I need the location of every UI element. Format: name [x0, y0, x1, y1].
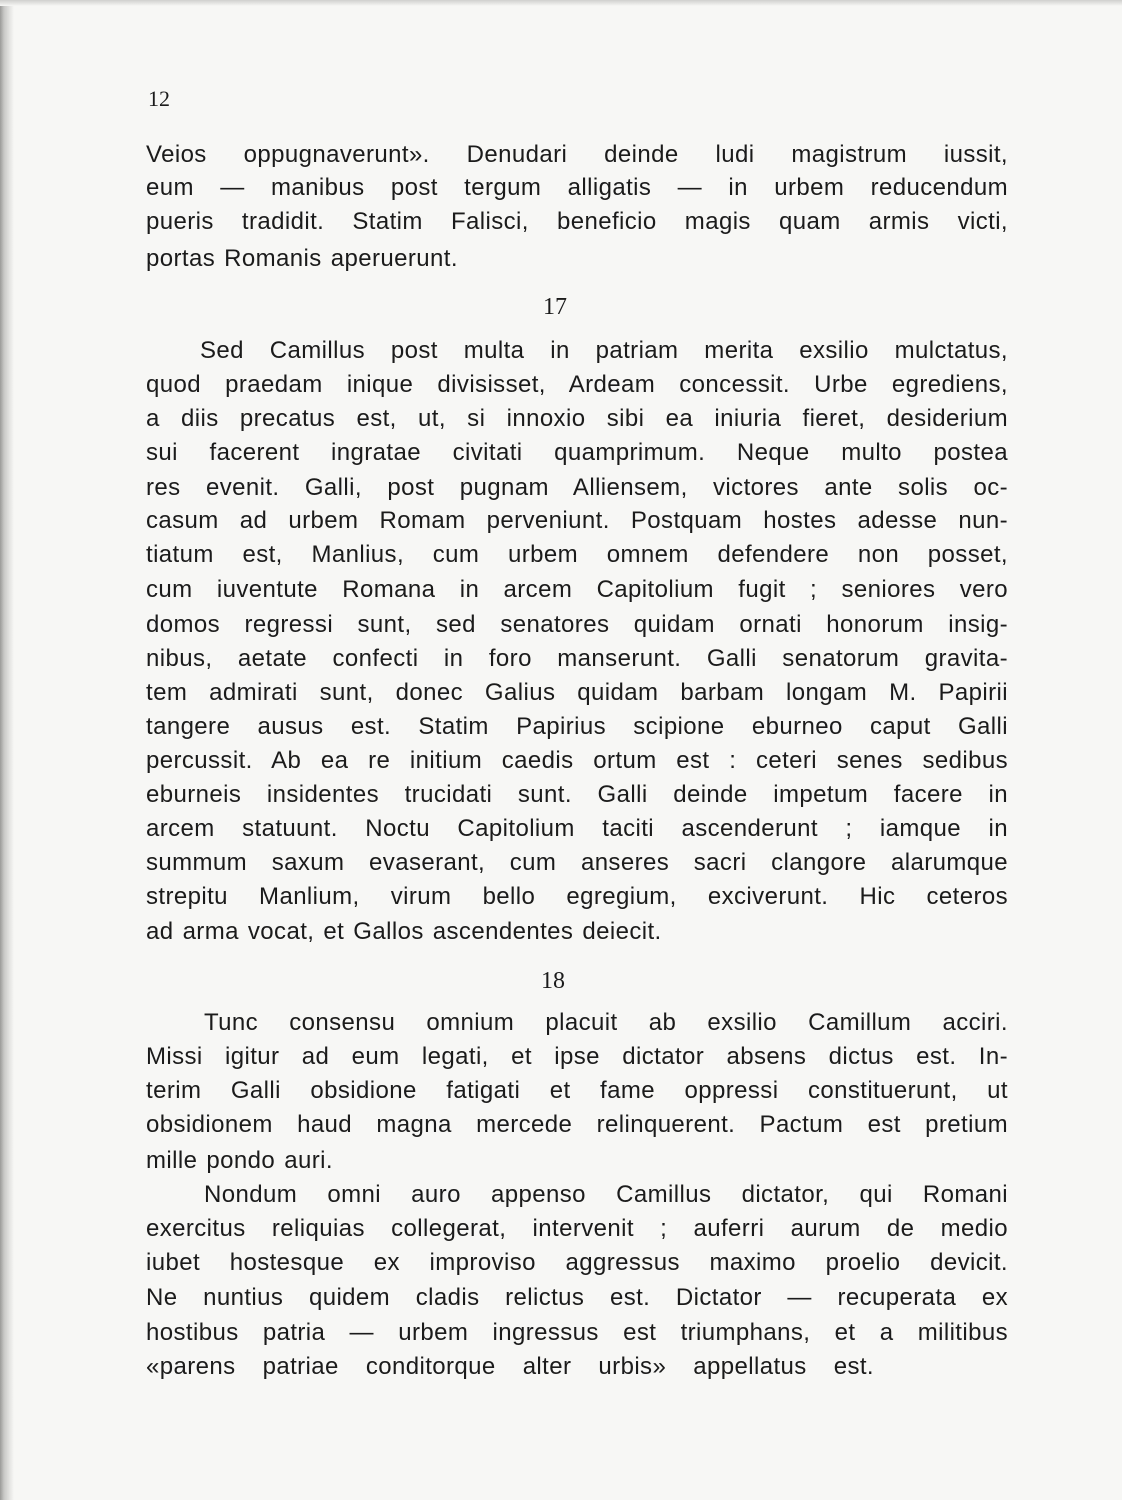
text-line: tangere ausus est. Statim Papirius scipione eburneo caput Galli: [146, 713, 1008, 740]
text-line: cum iuventute Romana in arcem Capitolium fugit ; seniores vero: [146, 576, 1008, 603]
text-line: res evenit. Galli, post pugnam Alliensem, victores ante solis oc-: [146, 474, 1008, 501]
text-line: summum saxum evaserant, cum anseres sacri clangore alarumque: [146, 849, 1008, 876]
text-line: a diis precatus est, ut, si innoxio sibi ea iniuria fieret, desiderium: [146, 405, 1008, 432]
text-line: mille pondo auri.: [146, 1147, 333, 1174]
text-line: Sed Camillus post multa in patriam merita exsilio mulctatus,: [200, 337, 1008, 364]
text-line: terim Galli obsidione fatigati et fame oppressi constituerunt, ut: [146, 1077, 1008, 1104]
text-line: Veios oppugnaverunt». Denudari deinde ludi magistrum iussit,: [146, 141, 1008, 168]
text-line: iubet hostesque ex improviso aggressus maximo proelio devicit.: [146, 1249, 1008, 1276]
section-number-18: 18: [541, 968, 565, 994]
text-line: Tunc consensu omnium placuit ab exsilio Camillum acciri.: [204, 1009, 1008, 1036]
text-line: arcem statuunt. Noctu Capitolium taciti ascenderunt ; iamque in: [146, 815, 1008, 842]
text-line: obsidionem haud magna mercede relinquerent. Pactum est pretium: [146, 1111, 1008, 1138]
text-line: Missi igitur ad eum legati, et ipse dictator absens dictus est. In-: [146, 1043, 1008, 1070]
text-line: «parens patriae conditorque alter urbis» appellatus est.: [146, 1353, 874, 1380]
text-line: strepitu Manlium, virum bello egregium, exciverunt. Hic ceteros: [146, 883, 1008, 910]
text-line: sui facerent ingratae civitati quamprimum. Neque multo postea: [146, 439, 1008, 466]
text-line: eum — manibus post tergum alligatis — in urbem reducendum: [146, 174, 1008, 201]
text-line: pueris tradidit. Statim Falisci, beneficio magis quam armis victi,: [146, 208, 1008, 235]
text-line: Nondum omni auro appenso Camillus dictator, qui Romani: [204, 1181, 1008, 1208]
text-line: hostibus patria — urbem ingressus est triumphans, et a militibus: [146, 1319, 1008, 1346]
text-line: nibus, aetate confecti in foro manserunt. Galli senatorum gravita-: [146, 645, 1008, 672]
text-line: exercitus reliquias collegerat, intervenit ; auferri aurum de medio: [146, 1215, 1008, 1242]
text-line: quod praedam inique divisisset, Ardeam concessit. Urbe egrediens,: [146, 371, 1008, 398]
section-number-17: 17: [543, 294, 567, 320]
page-left-edge: [0, 0, 14, 1500]
text-line: percussit. Ab ea re initium caedis ortum est : ceteri senes sedibus: [146, 747, 1008, 774]
text-line: domos regressi sunt, sed senatores quidam ornati honorum insig-: [146, 611, 1008, 638]
page-number: 12: [148, 86, 170, 111]
text-line: portas Romanis aperuerunt.: [146, 245, 458, 272]
text-line: tem admirati sunt, donec Galius quidam barbam longam M. Papirii: [146, 679, 1008, 706]
text-line: ad arma vocat, et Gallos ascendentes deiecit.: [146, 918, 662, 945]
text-line: casum ad urbem Romam perveniunt. Postquam hostes adesse nun-: [146, 507, 1008, 534]
text-line: Ne nuntius quidem cladis relictus est. Dictator — recuperata ex: [146, 1284, 1008, 1311]
page-top-edge: [0, 0, 1122, 6]
text-line: tiatum est, Manlius, cum urbem omnem defendere non posset,: [146, 541, 1008, 568]
text-line: eburneis insidentes trucidati sunt. Galli deinde impetum facere in: [146, 781, 1008, 808]
